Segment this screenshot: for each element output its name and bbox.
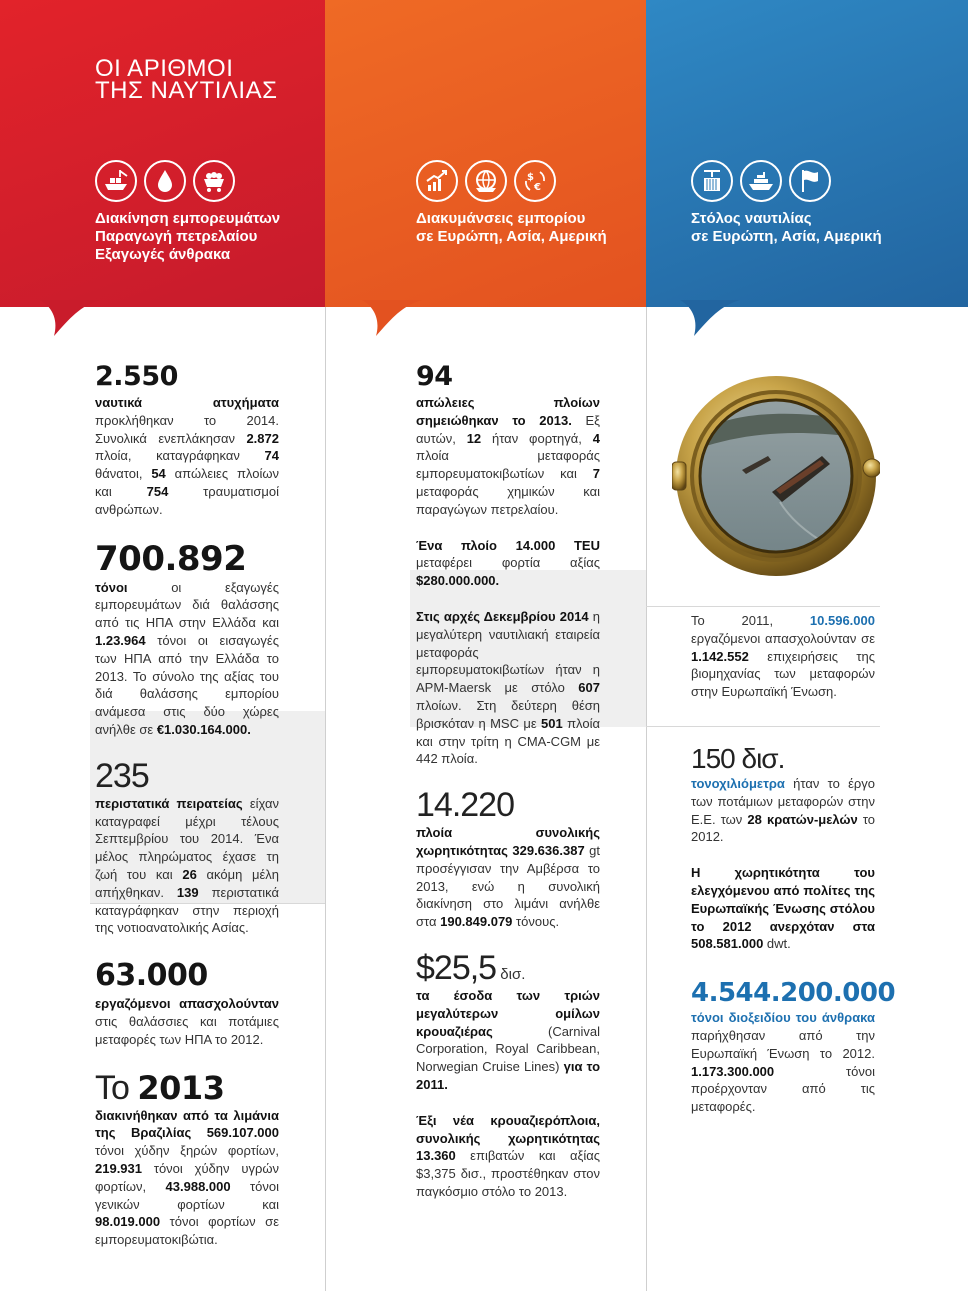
stat-label: Ένα πλοίο 14.000 TEU xyxy=(416,537,600,553)
stat-text: εργαζόμενοι απασχολούνταν σε xyxy=(691,630,875,646)
stat-number: 14.220 xyxy=(416,786,514,825)
column-trade xyxy=(95,360,279,1249)
stat-brazil-ports xyxy=(95,1069,279,1249)
stat-text: μεταφέρει φορτία αξίας xyxy=(416,555,600,571)
stat-label: Έξι νέα κρουαζιερόπλοια, συνολικής χωρητικότητας 13.360 xyxy=(416,1112,600,1164)
category-line: Παραγωγή πετρελαίου xyxy=(95,228,258,245)
stat-co2-emissions xyxy=(691,977,896,1116)
stat-value: 10.596.000 xyxy=(809,613,875,628)
stat-label: εργαζόμενοι απασχολούνταν xyxy=(95,996,279,1012)
stat-label: πλοία συνολικής χωρητικότητας 329.636.387 xyxy=(416,825,600,858)
header-band-fleet xyxy=(646,0,968,307)
currency-exchange-icon xyxy=(514,160,556,202)
bubble-tail-orange xyxy=(362,300,422,338)
stat-ship-losses xyxy=(416,360,600,519)
stat-text: η μεγαλύτερη ναυτιλιακή εταιρεία μεταφοράς εμπορευματοκιβωτίων ήταν η APM-Maersk με στόλο xyxy=(416,608,600,696)
porthole-ship-photo xyxy=(672,372,880,580)
stat-text: απώλειες πλοίων και xyxy=(95,466,279,499)
stat-number: 2013 xyxy=(137,1068,225,1107)
stat-eu-fleet-capacity xyxy=(691,864,875,953)
stat-label: τα έσοδα των τριών μεγαλύτερων ομίλων κρουαζιέρας xyxy=(416,987,600,1039)
stat-text: ακόμη μέλη απήχθηκαν. xyxy=(95,866,280,900)
stat-value: 28 κρατών-μελών xyxy=(747,811,858,827)
stat-value: 26 xyxy=(182,866,197,882)
stat-number: $25,5 xyxy=(416,948,497,987)
category-line: Διακυμάνσεις εμπορίου xyxy=(416,210,586,227)
stat-label: τονοχιλιόμετρα xyxy=(691,775,785,791)
stat-value: 219.931 xyxy=(95,1160,142,1176)
globe-ship-icon xyxy=(465,160,507,202)
stat-value: 4 xyxy=(592,430,600,446)
icon-row-fleet xyxy=(691,160,831,202)
stat-value: 501 xyxy=(541,715,563,731)
icon-row-trade xyxy=(95,160,235,202)
stat-accidents xyxy=(95,360,279,519)
stat-value: 1.173.300.000 xyxy=(691,1063,775,1079)
svg-text:€: € xyxy=(534,182,541,193)
stat-text: τόνοι γενικών φορτίων και xyxy=(95,1178,279,1212)
stat-value: για το 2011. xyxy=(416,1059,601,1092)
category-line: Εξαγωγές άνθρακα xyxy=(95,246,231,263)
stat-text: προκλήθηκαν το 2014. Συνολικά ενεπλάκησαν xyxy=(95,412,279,446)
header-band-fluctuations xyxy=(325,0,646,307)
growth-chart-icon xyxy=(416,160,458,202)
stat-new-cruise-ships xyxy=(416,1112,600,1201)
category-title-trade xyxy=(95,210,280,264)
bubble-tail-red xyxy=(40,300,100,338)
bubble-tail-blue xyxy=(680,300,740,338)
cruise-ship-icon xyxy=(740,160,782,202)
stat-text: παρήχθησαν από την Ευρωπαϊκή Ένωση το 2012. xyxy=(691,1027,875,1061)
stat-number: 4.544.200.000 xyxy=(691,978,896,1009)
stat-label: Στις αρχές Δεκεμβρίου 2014 xyxy=(416,608,589,624)
stat-text: θάνατοι, xyxy=(95,466,152,482)
icon-row-fluctuations xyxy=(416,160,556,202)
stat-label: απώλειες πλοίων σημειώθηκαν το 2013. xyxy=(416,395,600,428)
stat-value: 1.23.964 xyxy=(95,632,146,648)
cargo-ship-crane-icon xyxy=(95,160,137,202)
stat-value: 190.849.079 xyxy=(440,914,513,930)
stat-number: 700.892 xyxy=(95,538,247,579)
stat-text: dwt. xyxy=(763,936,791,952)
stat-text: τραυματισμοί ανθρώπων. xyxy=(95,483,279,517)
stat-text: πλοίων. Στη δεύτερη θέση βρισκόταν η MSC με xyxy=(416,697,600,731)
stat-number: 2.550 xyxy=(95,361,178,392)
stat-text: το 2012. xyxy=(691,811,875,845)
stat-text: πλοία μεταφοράς εμπορευματοκιβωτίων και xyxy=(416,448,600,482)
category-line: σε Ευρώπη, Ασία, Αμερική xyxy=(691,228,882,245)
coal-cart-icon xyxy=(193,160,235,202)
stat-text: επιχειρήσεις της βιομηχανίας των μεταφορών στην Ευρωπαϊκή Ένωση. xyxy=(691,648,875,700)
stat-eu-employees xyxy=(691,612,875,701)
stat-value: 754 xyxy=(146,483,169,499)
stat-text: τόνοι φορτίων σε εμπορευματοκιβώτια. xyxy=(95,1214,279,1248)
stat-value: 7 xyxy=(592,466,600,482)
stat-text: Το 2011, xyxy=(691,613,810,628)
stat-label: διακινήθηκαν από τα λιμάνια της Βραζιλίας 569.107.000 xyxy=(95,1107,279,1141)
stat-text: Εξ αυτών, xyxy=(416,412,600,446)
stat-text: τόνοι προέρχονταν από τις μεταφορές. xyxy=(691,1063,875,1115)
stat-text: τόνους. xyxy=(512,914,560,930)
category-title-fluctuations xyxy=(416,210,607,246)
stat-label: τόνοι διοξειδίου του άνθρακα xyxy=(691,1010,875,1026)
stat-teu-ship xyxy=(416,537,600,590)
oil-drop-icon xyxy=(144,160,186,202)
stat-exports xyxy=(95,539,279,739)
stat-value: 74 xyxy=(264,448,279,464)
stat-piracy xyxy=(95,757,279,937)
stat-value: 12 xyxy=(466,430,482,446)
column-fluctuations xyxy=(416,360,600,1201)
column-divider xyxy=(325,307,326,1291)
title-line: ΤΗΣ ΝΑΥΤΙΛΙΑΣ xyxy=(95,77,278,104)
stat-value: $280.000.000. xyxy=(416,573,500,589)
column-fleet xyxy=(691,612,896,1116)
stat-text: περιστατικά καταγράφηκαν στην περιοχή της νοτιοανατολικής Ασίας. xyxy=(95,884,279,936)
stat-river-transport xyxy=(691,743,875,846)
stat-value: 607 xyxy=(578,680,600,696)
container-crane-icon xyxy=(691,160,733,202)
stat-value: 139 xyxy=(176,884,199,900)
category-line: Διακίνηση εμπορευμάτων xyxy=(95,210,281,227)
stat-text: είχαν καταγραφεί μέχρι τέλους Σεπτεμβρίου του 2014. Ένα μέλος πληρώματος έχασε τη ζωή του και xyxy=(95,795,279,882)
stat-antwerp xyxy=(416,786,600,931)
category-line: Στόλος ναυτιλίας xyxy=(691,210,812,227)
stat-label: τόνοι xyxy=(95,579,128,595)
stat-number: 63.000 xyxy=(95,958,208,994)
stat-label: περιστατικά πειρατείας xyxy=(95,795,243,811)
stat-unit: δισ. xyxy=(496,965,526,983)
column-divider xyxy=(646,307,647,1291)
stat-text: πλοία, καταγράφηκαν xyxy=(95,448,265,464)
stat-cruise-revenue xyxy=(416,949,600,1094)
stat-text: τόνοι οι εισαγωγές των ΗΠΑ από την Ελλάδα το 2013. Το σύνολο της αξίας του διά θαλάσσης εμπορίου ανάμεσα στις δύο χώρες ανήλθε σε xyxy=(95,632,279,737)
stat-text: μεταφοράς χημικών και παραγώγων πετρελαίου. xyxy=(416,483,600,517)
stat-text: οι εξαγωγές εμπορευμάτων διά θαλάσσης από τις ΗΠΑ στην Ελλάδα και xyxy=(95,579,279,631)
stat-value: 2.872 xyxy=(246,430,279,446)
stat-container-lines xyxy=(416,608,600,768)
stat-value: 1.142.552 xyxy=(691,648,749,664)
category-title-fleet xyxy=(691,210,882,246)
stat-value: €1.030.164.000. xyxy=(156,721,251,737)
stat-text: ήταν φορτηγά, xyxy=(481,430,593,446)
stat-text: πλοία και στην τρίτη η CMA-CGM με 442 πλοία. xyxy=(416,715,600,767)
stat-number-prefix: Το xyxy=(95,1068,138,1107)
stat-number: 150 δισ. xyxy=(691,742,785,774)
category-line: σε Ευρώπη, Ασία, Αμερική xyxy=(416,228,607,245)
stat-text: gt προσέγγισαν την Αμβέρσα το 2013, ενώ η συνολική διακίνηση στο λιμάνι ανήλθε στα xyxy=(416,842,600,930)
stat-number: 94 xyxy=(416,361,453,392)
stat-value: 98.019.000 xyxy=(95,1214,161,1230)
stat-text: επιβατών και αξίας $3,375 δισ., προστέθηκαν στον παγκόσμιο στόλο το 2013. xyxy=(416,1148,600,1199)
stat-text: (Carnival Corporation, Royal Caribbean, Norwegian Cruise Lines) xyxy=(416,1023,600,1075)
stat-text: στις θαλάσσιες και ποτάμιες μεταφορές των ΗΠΑ το 2012. xyxy=(95,1013,279,1047)
stat-text: ήταν το έργο των ποτάμιων μεταφορών στην Ε.Ε. των xyxy=(691,775,875,827)
stat-employees-usa xyxy=(95,957,279,1048)
stat-label: Η χωρητικότητα του ελεγχόμενου από πολίτες της Ευρωπαϊκής Ένωσης στόλου το 2012 ανερχόταν στα 508.581.000 xyxy=(691,865,875,952)
page-title xyxy=(95,55,278,104)
svg-text:$: $ xyxy=(527,172,534,183)
stat-value: 43.988.000 xyxy=(165,1178,231,1194)
stat-label: ναυτικά ατυχήματα xyxy=(95,395,279,410)
divider xyxy=(646,606,880,607)
stat-text: τόνοι χύδην ξηρών φορτίων, xyxy=(95,1143,279,1159)
title-line: ΟΙ ΑΡΙΘΜΟΙ xyxy=(95,55,234,82)
flag-icon xyxy=(789,160,831,202)
stat-text: τόνοι χύδην υγρών φορτίων, xyxy=(95,1160,279,1194)
stat-value: 54 xyxy=(151,466,166,482)
stat-number: 235 xyxy=(95,756,149,795)
